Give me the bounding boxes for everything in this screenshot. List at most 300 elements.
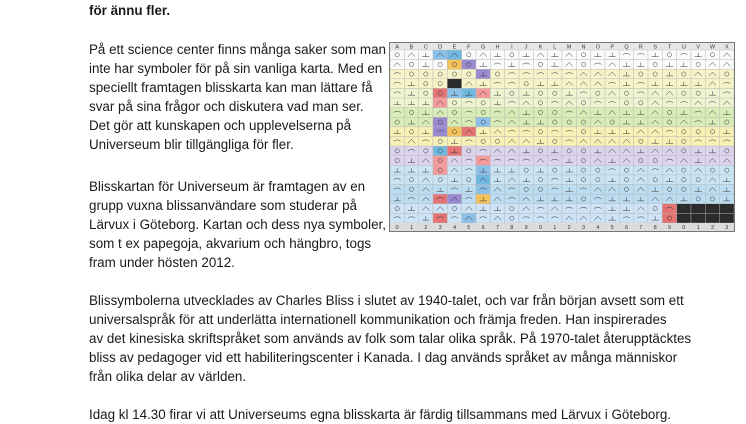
chart-cell bbox=[591, 60, 605, 70]
chart-cell bbox=[462, 117, 476, 127]
chart-cell bbox=[705, 165, 719, 175]
chart-cell bbox=[505, 137, 519, 147]
chart-cell bbox=[648, 165, 662, 175]
chart-cell bbox=[533, 98, 547, 108]
chart-cell bbox=[648, 69, 662, 79]
chart-cell bbox=[705, 156, 719, 166]
chart-cell bbox=[519, 194, 533, 204]
chart-cell bbox=[505, 69, 519, 79]
chart-cell bbox=[433, 146, 447, 156]
chart-cell bbox=[691, 137, 705, 147]
paragraph-2-line: som t ex papegoja, akvarium och hängbro, togs bbox=[89, 236, 372, 251]
chart-cell bbox=[490, 185, 504, 195]
column-letter: M bbox=[566, 44, 572, 51]
chart-cell bbox=[419, 79, 433, 89]
paragraph-1-line: inte har symboler för på sin vanliga karta. Med en bbox=[89, 61, 383, 76]
chart-cell bbox=[390, 213, 404, 223]
chart-cell bbox=[462, 79, 476, 89]
column-letter: H bbox=[495, 44, 500, 51]
chart-cell bbox=[705, 98, 719, 108]
chart-cell bbox=[505, 156, 519, 166]
chart-cell bbox=[576, 60, 590, 70]
chart-cell bbox=[648, 146, 662, 156]
chart-cell bbox=[390, 108, 404, 118]
chart-cell bbox=[705, 137, 719, 147]
chart-cell bbox=[619, 165, 633, 175]
chart-cell bbox=[462, 175, 476, 185]
chart-cell bbox=[447, 108, 461, 118]
chart-cell bbox=[562, 50, 576, 60]
chart-cell bbox=[648, 204, 662, 214]
chart-cell bbox=[705, 194, 719, 204]
bottom-number: 0 bbox=[682, 225, 686, 231]
chart-cell bbox=[447, 127, 461, 137]
column-letter: E bbox=[452, 44, 457, 51]
chart-cell bbox=[576, 50, 590, 60]
chart-cell bbox=[648, 60, 662, 70]
chart-cell bbox=[576, 194, 590, 204]
chart-cell bbox=[462, 50, 476, 60]
chart-cell bbox=[390, 50, 404, 60]
column-letter: C bbox=[423, 44, 428, 51]
chart-cell bbox=[462, 98, 476, 108]
chart-cell bbox=[404, 127, 418, 137]
chart-cell bbox=[576, 117, 590, 127]
chart-cell bbox=[505, 108, 519, 118]
paragraph-3-line: från olika delar av världen. bbox=[89, 369, 247, 384]
chart-cell bbox=[605, 69, 619, 79]
column-letter: W bbox=[709, 44, 716, 51]
chart-cell bbox=[548, 88, 562, 98]
chart-cell bbox=[605, 79, 619, 89]
chart-cell bbox=[505, 194, 519, 204]
chart-cell bbox=[419, 146, 433, 156]
chart-cell bbox=[562, 213, 576, 223]
chart-cell bbox=[576, 146, 590, 156]
chart-cell bbox=[433, 165, 447, 175]
chart-cell bbox=[447, 117, 461, 127]
chart-cell bbox=[691, 108, 705, 118]
chart-cell bbox=[533, 50, 547, 60]
chart-cell bbox=[634, 88, 648, 98]
bottom-number: 2 bbox=[424, 225, 428, 231]
chart-cell bbox=[677, 204, 691, 214]
chart-cell bbox=[404, 60, 418, 70]
chart-cell bbox=[691, 69, 705, 79]
chart-cell bbox=[605, 146, 619, 156]
bottom-number: 4 bbox=[452, 225, 457, 231]
column-letter: X bbox=[724, 44, 729, 51]
chart-cell bbox=[720, 165, 734, 175]
chart-cell bbox=[591, 156, 605, 166]
chart-cell bbox=[591, 69, 605, 79]
chart-cell bbox=[419, 194, 433, 204]
chart-cell bbox=[691, 117, 705, 127]
chart-cell bbox=[634, 165, 648, 175]
chart-cell bbox=[548, 156, 562, 166]
column-letter: L bbox=[553, 44, 557, 51]
chart-cell bbox=[634, 185, 648, 195]
bottom-number: 6 bbox=[481, 225, 485, 231]
chart-cell bbox=[462, 60, 476, 70]
chart-cell bbox=[705, 185, 719, 195]
chart-cell bbox=[519, 98, 533, 108]
chart-cell bbox=[433, 194, 447, 204]
bliss-chart-image bbox=[389, 42, 735, 232]
chart-cell bbox=[433, 60, 447, 70]
chart-cell bbox=[662, 165, 676, 175]
chart-cell bbox=[476, 50, 490, 60]
chart-cell bbox=[490, 117, 504, 127]
chart-cell bbox=[576, 137, 590, 147]
chart-cell bbox=[490, 194, 504, 204]
chart-cell bbox=[562, 98, 576, 108]
paragraph-3-line: av det kinesiska skriftspråket som används av folk som talar olika språk. På 1970-talet återupptäcktes bbox=[89, 331, 692, 346]
chart-cell bbox=[433, 50, 447, 60]
chart-cell bbox=[433, 88, 447, 98]
chart-cell bbox=[562, 108, 576, 118]
chart-cell bbox=[419, 156, 433, 166]
chart-cell bbox=[662, 127, 676, 137]
chart-cell bbox=[433, 137, 447, 147]
chart-cell bbox=[619, 98, 633, 108]
chart-cell bbox=[548, 117, 562, 127]
chart-cell bbox=[505, 98, 519, 108]
chart-cell bbox=[562, 117, 576, 127]
chart-cell bbox=[591, 88, 605, 98]
chart-cell bbox=[677, 50, 691, 60]
chart-cell bbox=[505, 175, 519, 185]
chart-cell bbox=[519, 165, 533, 175]
chart-cell bbox=[662, 194, 676, 204]
chart-cell bbox=[677, 156, 691, 166]
chart-cell bbox=[677, 88, 691, 98]
chart-cell bbox=[476, 108, 490, 118]
chart-cell bbox=[533, 60, 547, 70]
chart-cell bbox=[533, 127, 547, 137]
chart-cell bbox=[505, 146, 519, 156]
chart-cell bbox=[576, 88, 590, 98]
chart-cell bbox=[662, 98, 676, 108]
chart-cell bbox=[576, 165, 590, 175]
chart-cell bbox=[505, 79, 519, 89]
column-letter: A bbox=[395, 44, 400, 51]
chart-cell bbox=[648, 98, 662, 108]
chart-cell bbox=[462, 127, 476, 137]
chart-cell bbox=[705, 50, 719, 60]
chart-cell bbox=[576, 185, 590, 195]
chart-cell bbox=[591, 98, 605, 108]
chart-cell bbox=[619, 175, 633, 185]
chart-cell bbox=[533, 185, 547, 195]
chart-cell bbox=[705, 60, 719, 70]
chart-cell bbox=[447, 204, 461, 214]
chart-cell bbox=[548, 69, 562, 79]
chart-cell bbox=[648, 108, 662, 118]
chart-cell bbox=[591, 213, 605, 223]
chart-cell bbox=[519, 79, 533, 89]
bottom-number: 3 bbox=[581, 225, 586, 231]
chart-cell bbox=[720, 204, 734, 214]
chart-cell bbox=[390, 69, 404, 79]
chart-cell bbox=[490, 213, 504, 223]
chart-cell bbox=[548, 204, 562, 214]
bottom-number: 1 bbox=[696, 225, 700, 231]
chart-cell bbox=[677, 175, 691, 185]
chart-cell bbox=[390, 204, 404, 214]
chart-cell bbox=[419, 204, 433, 214]
chart-cell bbox=[447, 60, 461, 70]
chart-cell bbox=[476, 175, 490, 185]
chart-cell bbox=[447, 194, 461, 204]
chart-cell bbox=[404, 146, 418, 156]
chart-cell bbox=[462, 213, 476, 223]
column-letter: I bbox=[511, 44, 513, 51]
chart-cell bbox=[476, 98, 490, 108]
chart-cell bbox=[691, 204, 705, 214]
paragraph-2-line: Lärvux i Göteborg. Kartan och dess nya symboler, bbox=[89, 217, 386, 232]
chart-cell bbox=[591, 185, 605, 195]
chart-cell bbox=[490, 60, 504, 70]
chart-cell bbox=[433, 127, 447, 137]
chart-cell bbox=[404, 108, 418, 118]
chart-cell bbox=[648, 194, 662, 204]
chart-cell bbox=[419, 175, 433, 185]
bottom-number: 0 bbox=[395, 225, 399, 231]
chart-cell bbox=[677, 165, 691, 175]
chart-cell bbox=[720, 137, 734, 147]
chart-cell bbox=[591, 165, 605, 175]
chart-cell bbox=[662, 204, 676, 214]
chart-cell bbox=[390, 175, 404, 185]
column-letter: T bbox=[667, 44, 672, 51]
bottom-number: 7 bbox=[639, 225, 643, 231]
chart-cell bbox=[548, 98, 562, 108]
chart-cell bbox=[648, 127, 662, 137]
chart-cell bbox=[390, 156, 404, 166]
chart-cell bbox=[662, 185, 676, 195]
chart-cell bbox=[662, 108, 676, 118]
chart-cell bbox=[605, 98, 619, 108]
chart-cell bbox=[519, 137, 533, 147]
chart-cell bbox=[720, 60, 734, 70]
chart-cell bbox=[591, 117, 605, 127]
bottom-number: 0 bbox=[538, 225, 543, 231]
chart-cell bbox=[476, 185, 490, 195]
chart-cell bbox=[591, 137, 605, 147]
chart-cell bbox=[562, 60, 576, 70]
chart-cell bbox=[677, 98, 691, 108]
chart-cell bbox=[404, 175, 418, 185]
chart-cell bbox=[462, 156, 476, 166]
chart-cell bbox=[548, 213, 562, 223]
chart-cell bbox=[677, 213, 691, 223]
chart-cell bbox=[691, 175, 705, 185]
chart-cell bbox=[419, 117, 433, 127]
chart-cell bbox=[390, 146, 404, 156]
chart-cell bbox=[533, 204, 547, 214]
chart-cell bbox=[505, 185, 519, 195]
chart-cell bbox=[720, 88, 734, 98]
chart-cell bbox=[476, 213, 490, 223]
chart-cell bbox=[519, 204, 533, 214]
chart-cell bbox=[619, 137, 633, 147]
chart-cell bbox=[462, 69, 476, 79]
chart-cell bbox=[562, 204, 576, 214]
column-letter: G bbox=[481, 44, 486, 51]
chart-cell bbox=[519, 213, 533, 223]
chart-cell bbox=[462, 165, 476, 175]
bottom-number: 5 bbox=[610, 225, 614, 231]
chart-cell bbox=[576, 213, 590, 223]
chart-cell bbox=[433, 156, 447, 166]
bottom-number: 3 bbox=[438, 225, 442, 231]
chart-cell bbox=[447, 213, 461, 223]
chart-cell bbox=[490, 156, 504, 166]
chart-cell bbox=[720, 146, 734, 156]
chart-cell bbox=[634, 79, 648, 89]
column-letter: F bbox=[467, 44, 471, 51]
chart-cell bbox=[720, 50, 734, 60]
chart-cell bbox=[548, 165, 562, 175]
chart-cell bbox=[462, 108, 476, 118]
chart-cell bbox=[462, 194, 476, 204]
chart-cell bbox=[519, 60, 533, 70]
paragraph-1-line: Universeum blir tillgängliga för fler. bbox=[89, 137, 294, 152]
chart-cell bbox=[490, 69, 504, 79]
column-letter: S bbox=[653, 44, 658, 51]
chart-cell bbox=[677, 185, 691, 195]
paragraph-1-line: svar på sina frågor och diskutera vad man ser. bbox=[89, 99, 364, 114]
chart-cell bbox=[576, 204, 590, 214]
chart-cell bbox=[720, 98, 734, 108]
chart-cell bbox=[433, 98, 447, 108]
bottom-number: 3 bbox=[725, 225, 729, 231]
chart-cell bbox=[404, 194, 418, 204]
paragraph-2-line: Blisskartan för Universeum är framtagen av en bbox=[89, 179, 366, 194]
chart-cell bbox=[533, 69, 547, 79]
bottom-number: 1 bbox=[409, 225, 414, 231]
chart-cell bbox=[662, 213, 676, 223]
paragraph-4-line: Idag kl 14.30 firar vi att Universeums egna blisskarta är färdig tillsammans med Lärvux i Göteborg. bbox=[89, 407, 672, 422]
chart-cell bbox=[705, 79, 719, 89]
chart-cell bbox=[705, 69, 719, 79]
chart-cell bbox=[419, 88, 433, 98]
paragraph-3-line: Blissymbolerna utvecklades av Charles Bliss i slutet av 1940-talet, och var från början avsett som ett bbox=[89, 293, 684, 308]
paragraph-1-line: Det gör att kunskapen och upplevelserna på bbox=[89, 118, 352, 133]
chart-cell bbox=[662, 156, 676, 166]
column-letter: J bbox=[524, 44, 528, 51]
chart-cell bbox=[519, 127, 533, 137]
column-letter: P bbox=[610, 44, 615, 51]
chart-cell bbox=[447, 79, 461, 89]
chart-cell bbox=[605, 60, 619, 70]
chart-cell bbox=[476, 117, 490, 127]
chart-cell bbox=[447, 98, 461, 108]
chart-cell bbox=[562, 146, 576, 156]
chart-cell bbox=[462, 146, 476, 156]
chart-cell bbox=[462, 137, 476, 147]
chart-cell bbox=[404, 50, 418, 60]
chart-cell bbox=[576, 79, 590, 89]
chart-cell bbox=[576, 175, 590, 185]
chart-cell bbox=[619, 156, 633, 166]
chart-cell bbox=[533, 175, 547, 185]
paragraph-1-line: På ett science center finns många saker som man bbox=[89, 42, 386, 57]
column-letter: O bbox=[595, 44, 600, 51]
chart-cell bbox=[677, 146, 691, 156]
chart-cell bbox=[634, 69, 648, 79]
chart-cell bbox=[634, 50, 648, 60]
chart-cell bbox=[519, 185, 533, 195]
chart-cell bbox=[691, 165, 705, 175]
chart-cell bbox=[433, 204, 447, 214]
chart-cell bbox=[562, 137, 576, 147]
chart-cell bbox=[419, 137, 433, 147]
chart-cell bbox=[505, 50, 519, 60]
bottom-number: 5 bbox=[467, 225, 471, 231]
chart-cell bbox=[705, 127, 719, 137]
chart-cell bbox=[433, 69, 447, 79]
chart-cell bbox=[419, 185, 433, 195]
chart-cell bbox=[691, 194, 705, 204]
chart-cell bbox=[619, 88, 633, 98]
chart-cell bbox=[691, 127, 705, 137]
bottom-number: 1 bbox=[553, 225, 557, 231]
chart-cell bbox=[605, 165, 619, 175]
chart-cell bbox=[648, 117, 662, 127]
chart-cell bbox=[490, 146, 504, 156]
chart-cell bbox=[447, 156, 461, 166]
chart-cell bbox=[662, 146, 676, 156]
chart-cell bbox=[662, 50, 676, 60]
chart-cell bbox=[519, 156, 533, 166]
chart-cell bbox=[576, 127, 590, 137]
chart-cell bbox=[634, 204, 648, 214]
chart-cell bbox=[605, 117, 619, 127]
bottom-number: 6 bbox=[624, 225, 629, 231]
chart-cell bbox=[662, 117, 676, 127]
chart-cell bbox=[720, 117, 734, 127]
column-letter: N bbox=[581, 44, 586, 51]
chart-cell bbox=[662, 88, 676, 98]
chart-cell bbox=[677, 117, 691, 127]
chart-cell bbox=[648, 88, 662, 98]
chart-cell bbox=[533, 156, 547, 166]
chart-cell bbox=[476, 146, 490, 156]
bottom-number: 9 bbox=[524, 225, 528, 231]
chart-cell bbox=[433, 175, 447, 185]
column-letter: R bbox=[638, 44, 643, 51]
chart-cell bbox=[619, 146, 633, 156]
bottom-number: 9 bbox=[667, 225, 672, 231]
chart-cell bbox=[404, 185, 418, 195]
column-letter: V bbox=[696, 44, 701, 51]
column-letter: Q bbox=[624, 44, 629, 51]
chart-cell bbox=[720, 79, 734, 89]
chart-cell bbox=[591, 204, 605, 214]
chart-cell bbox=[562, 127, 576, 137]
chart-cell bbox=[648, 175, 662, 185]
chart-cell bbox=[390, 88, 404, 98]
chart-cell bbox=[476, 88, 490, 98]
chart-cell bbox=[705, 108, 719, 118]
chart-cell bbox=[490, 79, 504, 89]
chart-cell bbox=[576, 98, 590, 108]
paragraph-2-line: fram under hösten 2012. bbox=[89, 255, 235, 270]
chart-cell bbox=[548, 127, 562, 137]
chart-cell bbox=[505, 213, 519, 223]
